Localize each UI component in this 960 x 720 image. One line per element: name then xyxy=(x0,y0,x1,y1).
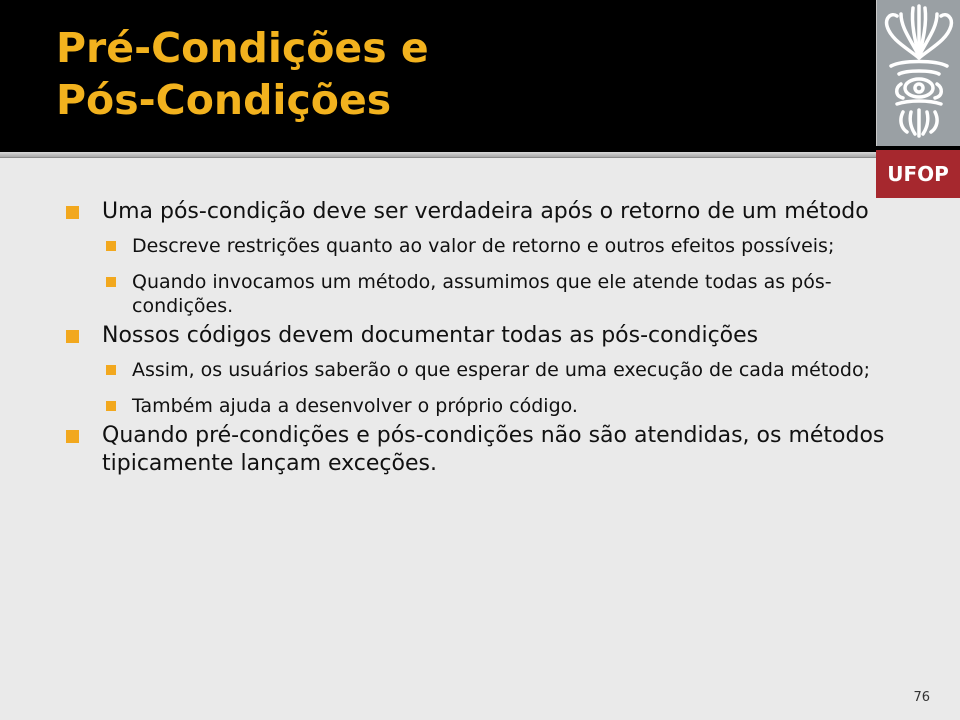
bullet-text: Uma pós-condição deve ser verdadeira após o retorno de um método xyxy=(102,199,869,224)
square-bullet-icon xyxy=(106,365,116,375)
bullet-level1-item xyxy=(66,422,916,478)
square-bullet-icon xyxy=(106,401,116,411)
title-line-2: Pós-Condições xyxy=(56,76,392,124)
square-bullet-icon xyxy=(66,206,79,219)
square-bullet-icon xyxy=(106,241,116,251)
bullet-text: Quando invocamos um método, assumimos que ele atende todas as pós-condições. xyxy=(132,271,832,317)
bullet-group-2 xyxy=(66,322,916,418)
bullet-text: Também ajuda a desenvolver o próprio código. xyxy=(132,395,578,417)
square-bullet-icon xyxy=(66,430,79,443)
title-line-1: Pré-Condições e xyxy=(56,24,429,72)
bullet-group-1 xyxy=(66,198,916,318)
bullet-level2-item xyxy=(102,358,916,382)
bullet-level1-item xyxy=(66,198,916,226)
bullet-level2-item xyxy=(102,270,916,318)
bullet-group-3 xyxy=(66,422,916,478)
bullet-level1-item xyxy=(66,322,916,350)
bullet-text: Assim, os usuários saberão o que esperar de uma execução de cada método; xyxy=(132,359,871,381)
ufop-seal-icon xyxy=(876,0,960,146)
square-bullet-icon xyxy=(106,277,116,287)
bullet-level2-item xyxy=(102,234,916,258)
header-divider xyxy=(0,152,876,158)
bullet-level2-item xyxy=(102,394,916,418)
bullet-text: Quando pré-condições e pós-condições não são atendidas, os métodos tipicamente lançam exceções. xyxy=(102,423,885,476)
ufop-seal-graphic xyxy=(877,0,960,146)
square-bullet-icon xyxy=(66,330,79,343)
slide-body xyxy=(66,198,916,484)
slide-title xyxy=(56,22,429,126)
ufop-logo-label: UFOP xyxy=(876,150,960,198)
page-number: 76 xyxy=(913,690,930,705)
bullet-text: Descreve restrições quanto ao valor de retorno e outros efeitos possíveis; xyxy=(132,235,835,257)
slide-header xyxy=(0,0,960,152)
bullet-text: Nossos códigos devem documentar todas as pós-condições xyxy=(102,323,759,348)
